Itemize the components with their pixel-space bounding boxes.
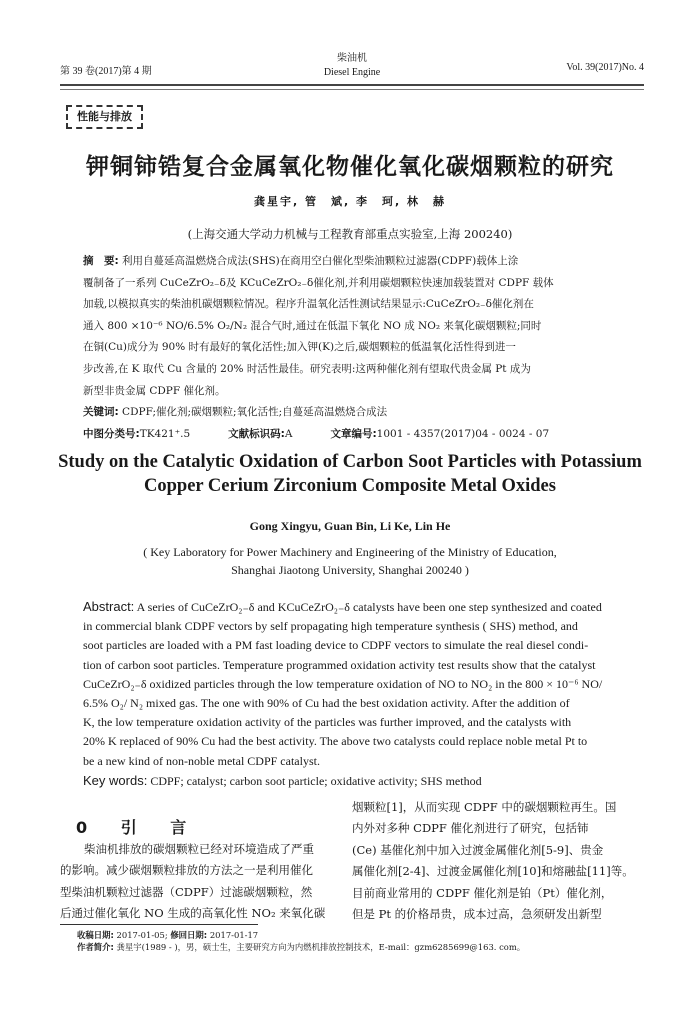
affiliation-en-line2: Shanghai Jiaotong University, Shanghai 200240 ) — [231, 563, 469, 577]
footnote-author-bio — [77, 941, 660, 953]
body-line: 内外对多种 CDPF 催化剂进行了研究，包括铈 — [352, 821, 589, 836]
abstract-en-line: K, the low temperature oxidation activity of the particles was further improved, and the catalysts with — [83, 715, 572, 730]
body-column-right — [352, 797, 650, 925]
title-en-line2: Copper Cerium Zirconium Composite Metal Oxides — [144, 476, 556, 496]
abstract-en-line: 6.5% O₂/ N₂ mixed gas. The one with 90% of Cu had the best oxidation activity. After the addition of — [83, 696, 570, 711]
abstract-en-label: Abstract: — [83, 599, 135, 614]
abstract-cn-text: 利用自蔓延高温燃烧合成法(SHS)在商用空白催化型柴油颗粒过滤器(CDPF)载体上涂 — [122, 255, 519, 267]
header-rule — [60, 84, 644, 90]
abstract-en-line: CuCeZrO₂₋δ oxidized particles through the low temperature oxidation of NO to NO₂ in the 800 × 10⁻⁶ NO/ — [83, 676, 603, 691]
abstract-en-line: tion of carbon soot particles. Temperature programmed oxidation activity test results show that the catalyst — [83, 657, 596, 672]
keywords-cn-label: 关键词: — [83, 406, 119, 419]
body-line: 柴油机排放的碳烟颗粒已经对环境造成了严重 — [84, 842, 314, 856]
section-heading-introduction: 0 引 言 — [76, 818, 201, 837]
body-line: 型柴油机颗粒过滤器（CDPF）过滤碳烟颗粒，然 — [60, 884, 313, 899]
doc-code-label: 文献标识码: — [228, 427, 285, 440]
footnote-dates — [77, 929, 660, 941]
keywords-en-text: CDPF; catalyst; carbon soot particle; oxidative activity; SHS method — [150, 773, 482, 788]
revised-label: 修回日期: — [170, 930, 208, 940]
received-date: 2017-01-05; — [116, 930, 168, 940]
footnote-rule — [60, 924, 258, 925]
body-line: 目前商业常用的 CDPF 催化剂是铂（Pt）催化剂， — [352, 885, 613, 900]
abstract-en-line: 20% K replaced of 90% Cu had the best activity. The above two catalysts could replace noble metal Pt to — [83, 734, 588, 749]
received-label: 收稿日期: — [77, 930, 114, 940]
abstract-cn-line: 覆制备了一系列 CuCeZrO₂₋δ及 KCuCeZrO₂₋δ催化剂,并利用碳烟颗粒快速加载装置对 CDPF 载体 — [83, 276, 554, 289]
keywords-en-label: Key words: — [83, 772, 148, 788]
article-no-label: 文章编号: — [330, 427, 377, 440]
affiliation-en-line1: ( Key Laboratory for Power Machinery and Engineering of the Ministry of Education, — [143, 545, 557, 559]
paper-title-en — [0, 450, 700, 498]
keywords-cn — [83, 402, 648, 424]
body-column-left — [60, 839, 342, 925]
doc-code-value: A — [284, 427, 293, 440]
abstract-en-line: in commercial blank CDPF vectors by self propagating high temperature synthesis ( SHS) method, and — [83, 619, 578, 634]
abstract-en-line: soot particles are loaded with a PM fast loading device to CDPF vectors to simulate the real diesel condi- — [83, 638, 589, 653]
journal-name-en: Diesel Engine — [323, 67, 381, 78]
classification-line — [83, 424, 648, 446]
body-line: 烟颗粒[1]，从而实现 CDPF 中的碳烟颗粒再生。国 — [352, 800, 617, 814]
title-en-line1: Study on the Catalytic Oxidation of Carbon Soot Particles with Potassium — [58, 452, 642, 472]
abstract-cn-line: 加载,以模拟真实的柴油机碳烟颗粒情况。程序升温氧化活性测试结果显示:CuCeZrO₂₋δ催化剂在 — [83, 298, 534, 311]
body-line: 属催化剂[2-4]、过渡金属催化剂[10]和熔融盐[11]等。 — [352, 864, 634, 879]
keywords-en — [83, 771, 648, 791]
abstract-cn-label: 摘 要: — [83, 255, 119, 267]
abstract-en — [83, 597, 648, 791]
volume-issue-cn: 第 39 卷(2017)第 4 期 — [60, 66, 152, 77]
journal-name — [60, 52, 644, 80]
abstract-en-text: A series of CuCeZrO₂₋δ and KCuCeZrO₂₋δ catalysts have been one step synthesized and coated — [136, 600, 602, 614]
revised-date: 2017-01-17 — [209, 930, 259, 940]
abstract-cn-line — [83, 251, 648, 273]
abstract-en-line: be a new kind of non-noble metal CDPF catalyst. — [83, 753, 320, 768]
authors-cn: 龚星宇, 管 斌, 李 珂, 林 赫 — [253, 195, 447, 208]
body-line: (Ce) 基催化剂中加入过渡金属催化剂[5-9]、贵金 — [352, 842, 604, 857]
bio-label: 作者简介: — [77, 942, 114, 952]
abstract-cn-line: 在铜(Cu)成分为 90% 时有最好的氧化活性;加入钾(K)之后,碳烟颗粒的低温氧化活性得到进一 — [83, 341, 516, 354]
clc-label: 中图分类号: — [83, 427, 140, 440]
affiliation-cn: (上海交通大学动力机械与工程教育部重点实验室,上海 200240) — [187, 227, 513, 241]
abstract-en-line — [83, 597, 648, 617]
authors-en: Gong Xingyu, Guan Bin, Li Ke, Lin He — [249, 519, 451, 533]
body-line: 的影响。减少碳烟颗粒排放的方法之一是利用催化 — [60, 863, 313, 878]
abstract-cn-line: 新型非贵金属 CDPF 催化剂。 — [83, 384, 226, 397]
abstract-cn-line: 步改善,在 K 取代 Cu 含量的 20% 时活性最佳。研究表明:这两种催化剂有望取代贵金属 Pt 成为 — [83, 362, 531, 375]
abstract-cn — [83, 251, 648, 445]
volume-issue-en: Vol. 39(2017)No. 4 — [566, 62, 644, 73]
article-no-value: 1001 - 4357(2017)04 - 0024 - 07 — [376, 427, 550, 440]
paper-title-cn: 钾铜铈锆复合金属氧化物催化氧化碳烟颗粒的研究 — [86, 154, 614, 180]
body-line: 后通过催化氧化 NO 生成的高氧化性 NO₂ 来氧化碳 — [60, 906, 326, 921]
clc-value: TK421⁺.5 — [139, 427, 191, 440]
section-badge: 性能与排放 — [66, 105, 143, 129]
keywords-cn-text: CDPF;催化剂;碳烟颗粒;氧化活性;自蔓延高温燃烧合成法 — [122, 406, 388, 419]
abstract-cn-line: 通入 800 ×10⁻⁶ NO/6.5% O₂/N₂ 混合气时,通过在低温下氧化 NO 成 NO₂ 来氧化碳烟颗粒;同时 — [83, 319, 542, 332]
body-line: 但是 Pt 的价格昂贵，成本过高，急须研发出新型 — [352, 907, 602, 922]
bio-text: 龚星宇(1989 - )，男，硕士生，主要研究方向为内燃机排放控制技术，E-mail：gzm6285699@163. com。 — [116, 942, 526, 952]
running-header — [60, 52, 644, 82]
journal-name-cn: 柴油机 — [337, 53, 367, 64]
affiliation-en — [0, 543, 700, 579]
